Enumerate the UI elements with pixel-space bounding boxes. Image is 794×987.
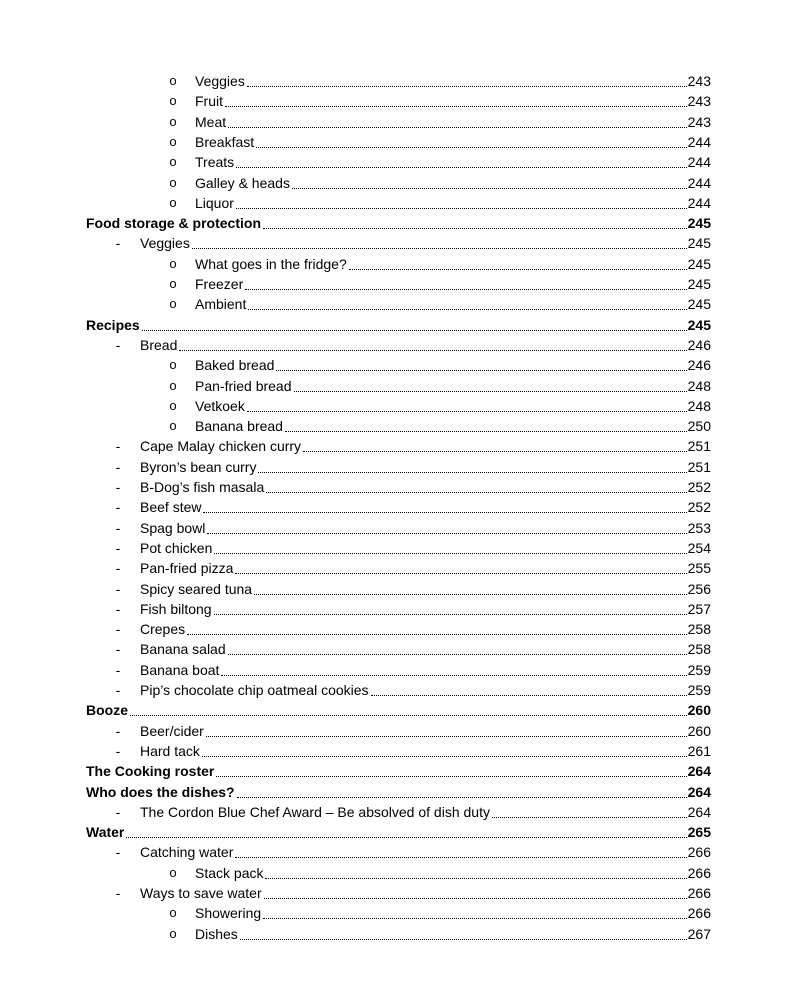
dot-leader bbox=[294, 391, 687, 392]
toc-entry-line bbox=[140, 497, 711, 517]
toc-entry-line bbox=[140, 233, 711, 253]
toc-entry-line bbox=[195, 903, 711, 923]
toc-entry[interactable] bbox=[0, 335, 794, 355]
dot-leader bbox=[235, 573, 686, 574]
dot-leader bbox=[221, 675, 686, 676]
toc-entry[interactable] bbox=[0, 396, 794, 416]
toc-entry-title: Veggies bbox=[195, 73, 245, 89]
toc-entry[interactable] bbox=[0, 294, 794, 314]
toc-entry-title: Veggies bbox=[140, 235, 190, 252]
circle-bullet: o bbox=[169, 113, 177, 129]
dash-bullet: - bbox=[115, 722, 121, 739]
toc-entry-line bbox=[140, 883, 711, 903]
circle-bullet: o bbox=[169, 377, 177, 393]
dot-leader bbox=[349, 269, 687, 270]
toc-entry-title: Spag bowl bbox=[140, 519, 206, 536]
toc-entry-title: The Cooking roster bbox=[86, 763, 215, 780]
toc-entry-title: Pan-fried pizza bbox=[140, 560, 234, 577]
toc-page-number: 259 bbox=[687, 682, 711, 698]
toc-entry-line bbox=[140, 721, 711, 741]
toc-entry-title: Banana boat bbox=[140, 661, 220, 678]
toc-entry[interactable] bbox=[0, 558, 794, 578]
toc-entry[interactable] bbox=[0, 700, 794, 720]
dot-leader bbox=[263, 918, 686, 919]
dot-leader bbox=[303, 451, 687, 452]
toc-page-number: 244 bbox=[687, 174, 711, 191]
dash-bullet: - bbox=[115, 499, 121, 516]
toc-entry-title: Food storage & protection bbox=[86, 215, 261, 232]
toc-entry[interactable] bbox=[0, 802, 794, 822]
dash-bullet: - bbox=[115, 682, 121, 698]
toc-entry[interactable] bbox=[0, 233, 794, 253]
circle-bullet: o bbox=[169, 397, 177, 413]
toc-entry[interactable] bbox=[0, 924, 794, 944]
toc-page-number: 250 bbox=[687, 418, 711, 435]
dash-bullet: - bbox=[115, 885, 121, 901]
toc-entry-line bbox=[86, 822, 711, 842]
dot-leader bbox=[192, 248, 687, 249]
dot-leader bbox=[207, 533, 686, 534]
toc-entry-line bbox=[195, 416, 711, 436]
circle-bullet: o bbox=[169, 93, 177, 109]
dot-leader bbox=[265, 878, 686, 879]
toc-page-number: 251 bbox=[687, 438, 711, 455]
toc-page-number: 265 bbox=[687, 824, 711, 841]
toc-entry[interactable] bbox=[0, 599, 794, 619]
toc-entry-line bbox=[195, 132, 711, 152]
toc-entry-line bbox=[195, 152, 711, 172]
toc-entry-line bbox=[140, 558, 711, 578]
toc-entry-title: Beer/cider bbox=[140, 722, 204, 739]
toc-entry-line bbox=[140, 518, 711, 538]
toc-entry[interactable] bbox=[0, 477, 794, 497]
dash-bullet: - bbox=[115, 438, 121, 455]
toc-entry[interactable] bbox=[0, 173, 794, 193]
toc-page-number: 243 bbox=[687, 93, 711, 110]
dash-bullet: - bbox=[115, 803, 121, 820]
toc-page-number: 252 bbox=[687, 499, 711, 516]
dot-leader bbox=[258, 472, 686, 473]
dot-leader bbox=[247, 86, 687, 87]
toc-entry-line bbox=[86, 761, 711, 781]
circle-bullet: o bbox=[169, 357, 177, 373]
toc-page-number: 252 bbox=[687, 479, 711, 495]
dash-bullet: - bbox=[115, 235, 121, 252]
toc-entry-line bbox=[195, 863, 711, 883]
toc-page-number: 245 bbox=[687, 316, 711, 333]
toc-entry[interactable] bbox=[0, 112, 794, 132]
toc-page-number: 244 bbox=[687, 133, 711, 150]
circle-bullet: o bbox=[169, 418, 177, 434]
toc-entry-line bbox=[195, 274, 711, 294]
dash-bullet: - bbox=[115, 641, 121, 658]
toc-page-number: 245 bbox=[687, 255, 711, 272]
toc-entry-line bbox=[140, 599, 711, 619]
circle-bullet: o bbox=[169, 296, 177, 312]
dash-bullet: - bbox=[115, 661, 121, 678]
toc-entry-line bbox=[86, 782, 711, 802]
dot-leader bbox=[130, 715, 687, 716]
dot-leader bbox=[236, 208, 687, 209]
toc-entry-title: B-Dog’s fish masala bbox=[140, 479, 265, 495]
toc-page-number: 267 bbox=[687, 925, 711, 942]
toc-entry-title: Treats bbox=[195, 154, 235, 171]
toc-entry-title: Banana salad bbox=[140, 641, 226, 658]
toc-entry-line bbox=[140, 579, 711, 599]
toc-entry-title: Fruit bbox=[195, 93, 223, 110]
toc-entry[interactable] bbox=[0, 761, 794, 781]
toc-page-number: 257 bbox=[687, 600, 711, 617]
toc-entry[interactable] bbox=[0, 538, 794, 558]
toc-entry[interactable] bbox=[0, 91, 794, 111]
toc-entry-title: Who does the dishes? bbox=[86, 783, 235, 800]
dash-bullet: - bbox=[115, 458, 121, 475]
dot-leader bbox=[264, 898, 687, 899]
toc-entry[interactable] bbox=[0, 863, 794, 883]
dot-leader bbox=[266, 492, 686, 493]
toc-entry[interactable] bbox=[0, 254, 794, 274]
dot-leader bbox=[245, 289, 686, 290]
toc-entry[interactable] bbox=[0, 497, 794, 517]
toc-entry-line bbox=[195, 254, 711, 274]
toc-entry-title: The Cordon Blue Chef Award – Be absolved of dish duty bbox=[140, 803, 490, 820]
toc-entry-line bbox=[195, 355, 711, 375]
toc-entry[interactable] bbox=[0, 416, 794, 436]
toc-entry[interactable] bbox=[0, 822, 794, 842]
circle-bullet: o bbox=[169, 925, 177, 941]
toc-entry-line bbox=[86, 213, 711, 233]
toc-entry-title: Dishes bbox=[195, 925, 238, 942]
toc-entry-title: Galley & heads bbox=[195, 174, 290, 191]
circle-bullet: o bbox=[169, 905, 177, 921]
toc-entry-line bbox=[195, 193, 711, 213]
dot-leader bbox=[263, 228, 687, 229]
toc-entry[interactable] bbox=[0, 660, 794, 680]
circle-bullet: o bbox=[169, 864, 177, 880]
toc-entry-title: Baked bread bbox=[195, 357, 275, 374]
toc-entry-title: Pip’s chocolate chip oatmeal cookies bbox=[140, 682, 369, 698]
dash-bullet: - bbox=[115, 560, 121, 577]
toc-entry-line bbox=[140, 842, 711, 862]
toc-entry-line bbox=[195, 294, 711, 314]
toc-page-number: 245 bbox=[687, 276, 711, 292]
dot-leader bbox=[240, 939, 687, 940]
toc-entry[interactable] bbox=[0, 457, 794, 477]
toc-entry-title: Crepes bbox=[140, 621, 186, 638]
toc-entry[interactable] bbox=[0, 132, 794, 152]
toc-entry-title: Vetkoek bbox=[195, 397, 245, 414]
dash-bullet: - bbox=[115, 621, 121, 638]
dot-leader bbox=[214, 614, 687, 615]
toc-entry-title: Recipes bbox=[86, 316, 140, 333]
toc-entry[interactable] bbox=[0, 883, 794, 903]
toc-entry-title: Byron’s bean curry bbox=[140, 458, 257, 475]
toc-page-number: 260 bbox=[687, 702, 711, 719]
toc-page-number: 246 bbox=[687, 336, 711, 353]
dash-bullet: - bbox=[115, 539, 121, 556]
toc-entry-title: Showering bbox=[195, 905, 262, 922]
dot-leader bbox=[236, 167, 686, 168]
toc-entry[interactable] bbox=[0, 639, 794, 659]
dot-leader bbox=[371, 695, 687, 696]
toc-page-number: 253 bbox=[687, 519, 711, 536]
toc-entry-title: Beef stew bbox=[140, 499, 202, 516]
toc-page-number: 254 bbox=[687, 539, 711, 556]
toc-page-number: 245 bbox=[687, 215, 711, 232]
toc-entry-title: Pan-fried bread bbox=[195, 377, 292, 394]
toc-entry-title: Breakfast bbox=[195, 133, 255, 150]
toc-entry[interactable] bbox=[0, 721, 794, 741]
toc-entry-line bbox=[140, 802, 711, 822]
toc-page-number: 248 bbox=[687, 377, 711, 394]
toc-entry-title: Pot chicken bbox=[140, 539, 213, 556]
dot-leader bbox=[492, 817, 687, 818]
toc-page-number: 256 bbox=[687, 580, 711, 597]
toc-entry-line bbox=[195, 91, 711, 111]
toc-entry-line bbox=[140, 335, 711, 355]
toc-entry[interactable] bbox=[0, 315, 794, 335]
dot-leader bbox=[225, 106, 687, 107]
dot-leader bbox=[202, 756, 687, 757]
toc-page-number: 264 bbox=[687, 783, 711, 800]
dot-leader bbox=[237, 797, 687, 798]
toc-entry-title: Water bbox=[86, 824, 125, 841]
toc-page-number: 258 bbox=[687, 621, 711, 638]
toc-page-number: 243 bbox=[687, 113, 711, 130]
toc-entry-line bbox=[140, 639, 711, 659]
toc-page-number: 248 bbox=[687, 397, 711, 414]
toc-page-number: 266 bbox=[687, 844, 711, 861]
toc-entry-line bbox=[140, 457, 711, 477]
toc-entry-line bbox=[195, 376, 711, 396]
dash-bullet: - bbox=[115, 580, 121, 597]
toc-page-number: 245 bbox=[687, 235, 711, 252]
toc-page-number: 246 bbox=[687, 357, 711, 374]
toc-entry[interactable] bbox=[0, 741, 794, 761]
dot-leader bbox=[203, 512, 686, 513]
toc-entry-title: Spicy seared tuna bbox=[140, 580, 253, 597]
toc-page-number: 264 bbox=[687, 803, 711, 820]
toc-entry[interactable] bbox=[0, 842, 794, 862]
toc-page-number: 244 bbox=[687, 194, 711, 211]
toc-page-number: 266 bbox=[687, 864, 711, 881]
toc-entry[interactable] bbox=[0, 274, 794, 294]
circle-bullet: o bbox=[169, 255, 177, 271]
toc-entry-line bbox=[86, 700, 711, 720]
toc-page-number: 244 bbox=[687, 154, 711, 171]
circle-bullet: o bbox=[169, 73, 177, 88]
toc-entry[interactable] bbox=[0, 193, 794, 213]
toc-entry[interactable] bbox=[0, 782, 794, 802]
toc-entry-line bbox=[195, 924, 711, 944]
toc-entry-title: Liquor bbox=[195, 194, 234, 211]
dot-leader bbox=[142, 330, 687, 331]
dot-leader bbox=[247, 411, 687, 412]
dot-leader bbox=[235, 857, 686, 858]
toc-entry-title: What goes in the fridge? bbox=[195, 255, 347, 272]
dot-leader bbox=[276, 370, 686, 371]
toc-entry-line bbox=[86, 315, 711, 335]
toc-entry-title: Cape Malay chicken curry bbox=[140, 438, 302, 455]
toc-entry-title: Stack pack bbox=[195, 864, 264, 881]
toc-entry[interactable] bbox=[0, 518, 794, 538]
toc-entry-line bbox=[140, 680, 711, 700]
toc-page-number: 266 bbox=[687, 885, 711, 901]
dash-bullet: - bbox=[115, 600, 121, 617]
toc-entry[interactable] bbox=[0, 436, 794, 456]
circle-bullet: o bbox=[169, 133, 177, 149]
toc-entry-line bbox=[140, 741, 711, 761]
toc-entry-title: Catching water bbox=[140, 844, 234, 861]
dash-bullet: - bbox=[115, 742, 121, 759]
dot-leader bbox=[248, 309, 686, 310]
dash-bullet: - bbox=[115, 519, 121, 536]
toc-entry-title: Booze bbox=[86, 702, 128, 719]
dash-bullet: - bbox=[115, 479, 121, 495]
dash-bullet: - bbox=[115, 336, 121, 353]
toc-entry-title: Hard tack bbox=[140, 742, 200, 759]
toc-entry[interactable] bbox=[0, 903, 794, 923]
dot-leader bbox=[214, 553, 686, 554]
toc-entry-title: Ambient bbox=[195, 296, 247, 313]
toc-page-number: 261 bbox=[687, 742, 711, 759]
dot-leader bbox=[228, 127, 687, 128]
circle-bullet: o bbox=[169, 174, 177, 190]
toc-entry-title: Bread bbox=[140, 336, 178, 353]
toc-entry-line bbox=[140, 477, 711, 497]
circle-bullet: o bbox=[169, 276, 177, 291]
toc-entry[interactable] bbox=[0, 355, 794, 375]
toc-entry-title: Ways to save water bbox=[140, 885, 262, 901]
toc-entry-line bbox=[140, 538, 711, 558]
dot-leader bbox=[285, 431, 687, 432]
toc-entry[interactable] bbox=[0, 71, 794, 91]
toc-entry-title: Fish biltong bbox=[140, 600, 212, 617]
toc-entry[interactable] bbox=[0, 680, 794, 700]
dot-leader bbox=[187, 634, 687, 635]
toc-entry[interactable] bbox=[0, 376, 794, 396]
toc-entry-line bbox=[195, 173, 711, 193]
toc-entry-line bbox=[140, 436, 711, 456]
toc-page-number: 245 bbox=[687, 296, 711, 313]
toc-page-number: 260 bbox=[687, 722, 711, 739]
toc-entry-line bbox=[195, 112, 711, 132]
toc-entry-title: Meat bbox=[195, 113, 227, 130]
toc-entry-title: Freezer bbox=[195, 276, 244, 292]
circle-bullet: o bbox=[169, 154, 177, 170]
toc-entry-line bbox=[140, 660, 711, 680]
toc-entry-line bbox=[195, 396, 711, 416]
toc-page-number: 258 bbox=[687, 641, 711, 658]
toc-entry-title: Banana bread bbox=[195, 418, 283, 435]
toc-page-number: 251 bbox=[687, 458, 711, 475]
toc-page-number: 266 bbox=[687, 905, 711, 922]
toc-entry[interactable] bbox=[0, 152, 794, 172]
toc-entry[interactable] bbox=[0, 619, 794, 639]
toc-page-number: 243 bbox=[687, 73, 711, 89]
dot-leader bbox=[292, 188, 687, 189]
toc-page-number: 264 bbox=[687, 763, 711, 780]
toc-entry[interactable] bbox=[0, 213, 794, 233]
circle-bullet: o bbox=[169, 194, 177, 210]
dot-leader bbox=[206, 736, 687, 737]
dot-leader bbox=[126, 837, 686, 838]
dot-leader bbox=[256, 147, 687, 148]
dot-leader bbox=[228, 654, 687, 655]
toc-entry-line bbox=[140, 619, 711, 639]
toc-entry[interactable] bbox=[0, 579, 794, 599]
toc-entry-line bbox=[195, 71, 711, 91]
toc-page-number: 255 bbox=[687, 560, 711, 577]
toc-page-number: 259 bbox=[687, 661, 711, 678]
dash-bullet: - bbox=[115, 844, 121, 861]
dot-leader bbox=[254, 594, 687, 595]
dot-leader bbox=[216, 776, 686, 777]
dot-leader bbox=[179, 350, 686, 351]
